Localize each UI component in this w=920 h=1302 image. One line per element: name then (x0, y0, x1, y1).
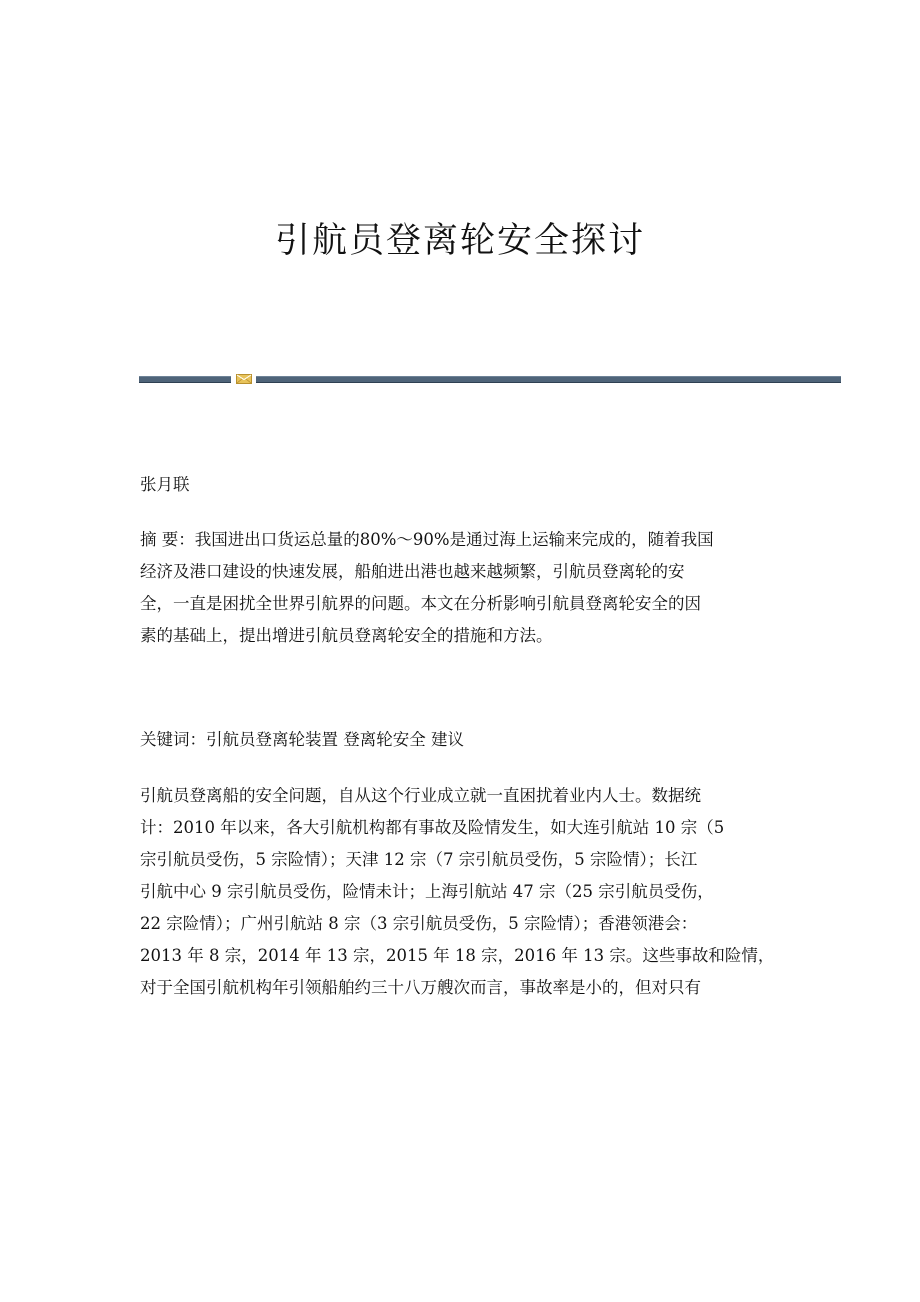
abstract-line-4: 素的基础上，提出增进引航员登离轮安全的措施和方法。 (140, 626, 553, 645)
page-title: 引航员登离轮安全探讨 (274, 221, 645, 261)
envelope-ornament-icon (236, 374, 252, 384)
keyword-item: 建议 (431, 730, 464, 749)
paragraph-line-5: 22 宗险情）；广州引航站 8 宗（3 宗引航员受伤，5 宗险情）；香港领港会： (140, 914, 698, 933)
keywords-label: 关键词： (140, 730, 206, 749)
abstract-text: 我国进出口货运总量的80%～90%是通过海上运输来完成的，随着我国 (194, 530, 714, 549)
author-name: 张月联 (140, 475, 190, 494)
title-divider (139, 374, 841, 384)
abstract (140, 524, 780, 652)
paragraph-line-7: 对于全国引航机构年引领船舶约三十八万艘次而言，事故率是小的，但对只有 (140, 978, 701, 997)
keyword-item: 引航员登离轮装置 (206, 730, 338, 749)
abstract-line-3: 全，一直是困扰全世界引航界的问题。本文在分析影响引航員登离轮安全的因 (140, 594, 701, 613)
paragraph-line-3: 宗引航员受伤，5 宗险情）；天津 12 宗（7 宗引航员受伤，5 宗险情）；长江 (140, 850, 698, 869)
paragraph-line-1: 引航员登离船的安全问题，自从这个行业成立就一直困扰着业内人士。数据统 (140, 786, 701, 805)
paragraph-line-4: 引航中心 9 宗引航员受伤，险情未计；上海引航站 47 宗（25 宗引航员受伤， (140, 882, 714, 901)
abstract-line-1 (140, 524, 780, 556)
keywords (140, 724, 780, 756)
divider-bar-right (256, 376, 841, 383)
paragraph-line-2: 计：2010 年以来，各大引航机构都有事故及险情发生，如大连引航站 10 宗（5 (140, 818, 725, 837)
body-paragraph (140, 780, 780, 1004)
keyword-item: 登离轮安全 (343, 730, 426, 749)
abstract-line-2: 经济及港口建设的快速发展，船舶进出港也越来越频繁，引航员登离轮的安 (140, 562, 685, 581)
paragraph-line-6: 2013 年 8 宗，2014 年 13 宗，2015 年 18 宗，2016 年 13 宗。这些事故和险情， (140, 946, 775, 965)
abstract-label: 摘 要： (140, 530, 195, 549)
divider-bar-left (139, 376, 231, 383)
